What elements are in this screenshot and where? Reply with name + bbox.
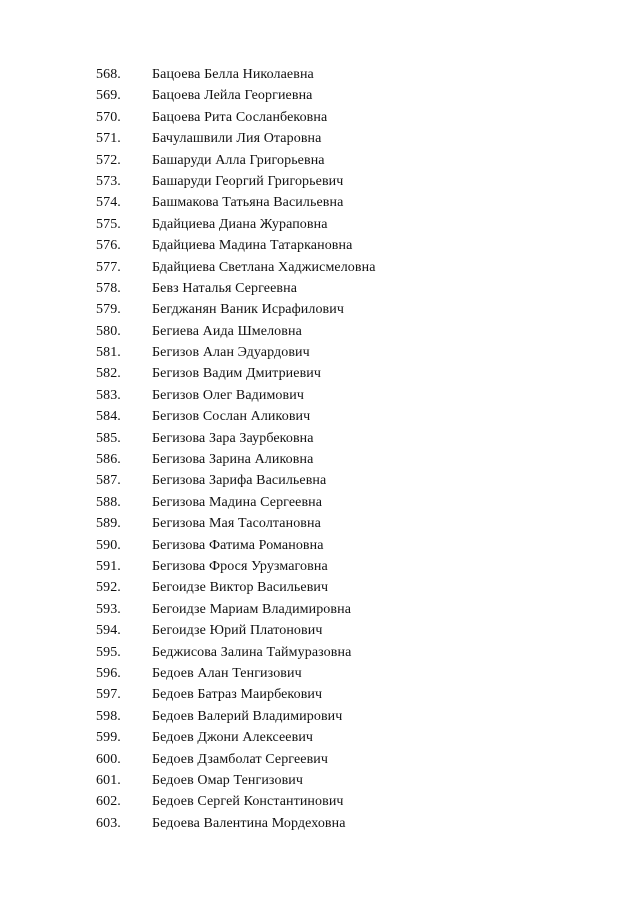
entry-number: 587. bbox=[96, 473, 121, 489]
list-item bbox=[96, 171, 616, 192]
entry-number: 595. bbox=[96, 644, 121, 660]
list-item bbox=[96, 620, 616, 641]
list-item bbox=[96, 192, 616, 213]
list-item bbox=[96, 428, 616, 449]
entry-number: 600. bbox=[96, 751, 121, 767]
list-item bbox=[96, 257, 616, 278]
list-item bbox=[96, 770, 616, 791]
list-item bbox=[96, 749, 616, 770]
list-item bbox=[96, 363, 616, 384]
entry-name: Бачулашвили Лия Отаровна bbox=[152, 131, 322, 147]
entry-name: Бегизова Зарина Аликовна bbox=[152, 452, 314, 468]
entry-name: Бегизова Зарифа Васильевна bbox=[152, 473, 327, 489]
list-item bbox=[96, 556, 616, 577]
entry-name: Бегизова Мадина Сергеевна bbox=[152, 494, 323, 510]
entry-number: 577. bbox=[96, 259, 121, 275]
entry-number: 593. bbox=[96, 601, 121, 617]
entry-name: Башмакова Татьяна Васильевна bbox=[152, 195, 344, 211]
entry-name: Бедоев Батраз Маирбекович bbox=[152, 687, 323, 703]
list-item bbox=[96, 492, 616, 513]
entry-number: 584. bbox=[96, 409, 121, 425]
entry-name: Бедоев Сергей Константинович bbox=[152, 794, 344, 810]
entry-name: Бевз Наталья Сергеевна bbox=[152, 280, 298, 296]
list-item bbox=[96, 535, 616, 556]
entry-number: 589. bbox=[96, 516, 121, 532]
entry-number: 568. bbox=[96, 67, 121, 82]
list-item bbox=[96, 684, 616, 705]
entry-name: Бацоева Рита Сосланбековна bbox=[152, 109, 328, 125]
list-item bbox=[96, 706, 616, 727]
list-item bbox=[96, 107, 616, 128]
entry-name: Бедоев Джони Алексеевич bbox=[152, 730, 314, 746]
entry-number: 603. bbox=[96, 815, 121, 831]
entry-name: Бегизов Сослан Аликович bbox=[152, 409, 311, 425]
list-item bbox=[96, 85, 616, 106]
list-item bbox=[96, 299, 616, 320]
entry-number: 569. bbox=[96, 88, 121, 104]
list-item bbox=[96, 128, 616, 149]
list-item bbox=[96, 150, 616, 171]
entry-number: 601. bbox=[96, 772, 121, 788]
entry-number: 583. bbox=[96, 387, 121, 403]
list-item bbox=[96, 385, 616, 406]
entry-number: 576. bbox=[96, 238, 121, 254]
list-item bbox=[96, 470, 616, 491]
entry-number: 573. bbox=[96, 173, 121, 189]
entry-name: Бегджанян Ваник Исрафилович bbox=[152, 302, 345, 318]
list-item bbox=[96, 406, 616, 427]
entry-number: 574. bbox=[96, 195, 121, 211]
entry-number: 585. bbox=[96, 430, 121, 446]
entry-name: Бедоев Валерий Владимирович bbox=[152, 708, 343, 724]
entry-name: Бацоева Белла Николаевна bbox=[152, 67, 314, 82]
entry-number: 586. bbox=[96, 452, 121, 468]
list-item bbox=[96, 577, 616, 598]
entry-name: Бегоидзе Юрий Платонович bbox=[152, 623, 323, 639]
entry-number: 575. bbox=[96, 216, 121, 232]
list-item bbox=[96, 64, 616, 85]
entry-name: Бедоев Дзамболат Сергеевич bbox=[152, 751, 329, 767]
list-item bbox=[96, 813, 616, 834]
entry-number: 580. bbox=[96, 323, 121, 339]
entry-name: Бегоидзе Виктор Васильевич bbox=[152, 580, 329, 596]
entry-number: 591. bbox=[96, 558, 121, 574]
entry-name: Бацоева Лейла Георгиевна bbox=[152, 88, 313, 104]
entry-number: 572. bbox=[96, 152, 121, 168]
entry-number: 590. bbox=[96, 537, 121, 553]
entry-name: Беджисова Залина Таймуразовна bbox=[152, 644, 352, 660]
list-item bbox=[96, 235, 616, 256]
list-item bbox=[96, 791, 616, 812]
entry-name: Бегизова Фатима Романовна bbox=[152, 537, 324, 553]
entry-number: 599. bbox=[96, 730, 121, 746]
entry-number: 594. bbox=[96, 623, 121, 639]
entry-name: Бегизов Олег Вадимович bbox=[152, 387, 304, 403]
list-item bbox=[96, 278, 616, 299]
entry-name: Бедоев Алан Тенгизович bbox=[152, 665, 302, 681]
list-item bbox=[96, 727, 616, 748]
entry-name: Бдайциева Мадина Татаркановна bbox=[152, 238, 353, 254]
entry-number: 592. bbox=[96, 580, 121, 596]
list-item bbox=[96, 342, 616, 363]
entry-number: 598. bbox=[96, 708, 121, 724]
entry-number: 582. bbox=[96, 366, 121, 382]
entry-name: Бегизов Алан Эдуардович bbox=[152, 345, 310, 361]
entry-number: 588. bbox=[96, 494, 121, 510]
list-item bbox=[96, 449, 616, 470]
entry-name: Бедоева Валентина Мордеховна bbox=[152, 815, 346, 831]
entry-name: Бдайциева Светлана Хаджисмеловна bbox=[152, 259, 376, 275]
entry-name: Бдайциева Диана Жураповна bbox=[152, 216, 328, 232]
entry-number: 602. bbox=[96, 794, 121, 810]
entry-number: 579. bbox=[96, 302, 121, 318]
entry-number: 581. bbox=[96, 345, 121, 361]
entry-number: 597. bbox=[96, 687, 121, 703]
entry-name: Бегизова Фрося Урузмаговна bbox=[152, 558, 328, 574]
list-item bbox=[96, 214, 616, 235]
list-item bbox=[96, 642, 616, 663]
list-item bbox=[96, 599, 616, 620]
entry-number: 578. bbox=[96, 280, 121, 296]
entry-name: Бегизова Мая Тасолтановна bbox=[152, 516, 321, 532]
list-item bbox=[96, 513, 616, 534]
entry-number: 571. bbox=[96, 131, 121, 147]
entry-number: 596. bbox=[96, 665, 121, 681]
entry-name: Бегоидзе Мариам Владимировна bbox=[152, 601, 352, 617]
entry-name: Башаруди Георгий Григорьевич bbox=[152, 173, 344, 189]
entry-number: 570. bbox=[96, 109, 121, 125]
entry-name: Башаруди Алла Григорьевна bbox=[152, 152, 325, 168]
entry-name: Бегизов Вадим Дмитриевич bbox=[152, 366, 322, 382]
list-item bbox=[96, 321, 616, 342]
entry-name: Бегизова Зара Заурбековна bbox=[152, 430, 314, 446]
name-list bbox=[96, 64, 616, 834]
entry-name: Бедоев Омар Тенгизович bbox=[152, 772, 304, 788]
list-item bbox=[96, 663, 616, 684]
entry-name: Бегиева Аида Шмеловна bbox=[152, 323, 302, 339]
